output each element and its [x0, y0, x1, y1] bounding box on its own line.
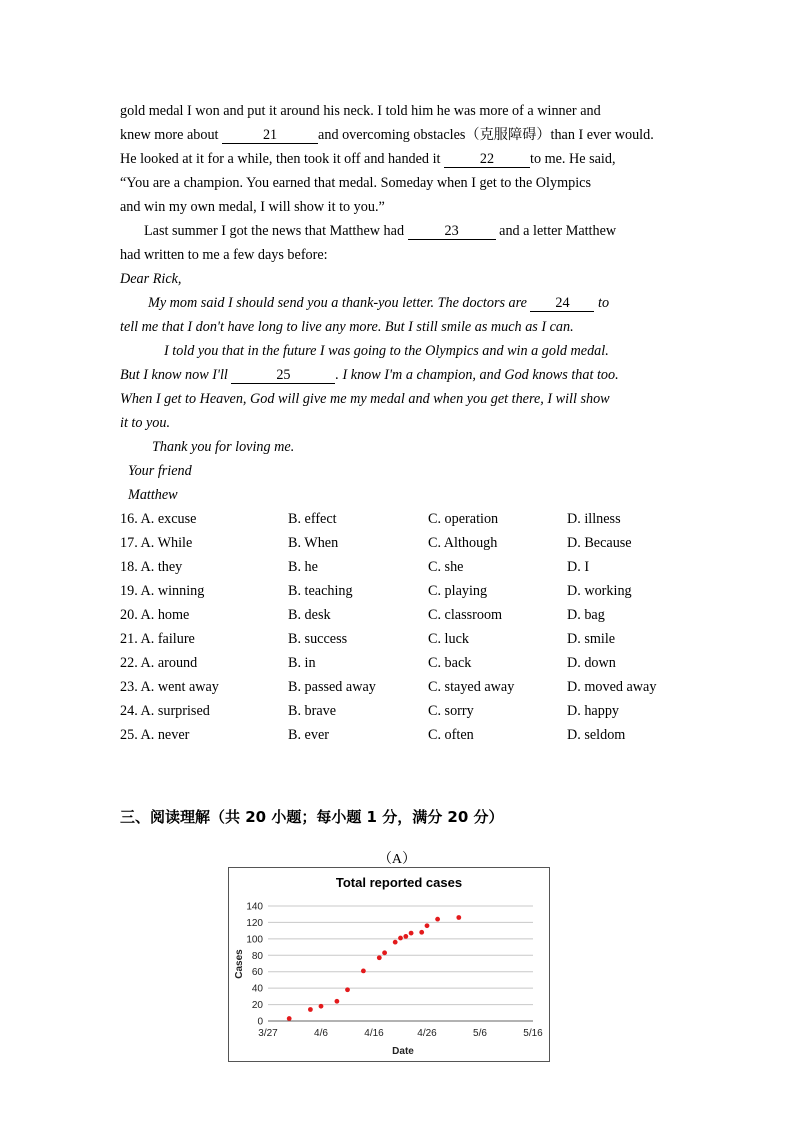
question-option-b: B. passed away — [288, 679, 376, 695]
question-option-c: C. operation — [428, 511, 499, 527]
question-option-a: 21. A. failure — [120, 631, 195, 647]
data-point — [335, 999, 340, 1004]
question-option-a: 19. A. winning — [120, 583, 205, 599]
question-option-a: 20. A. home — [120, 607, 190, 623]
chart-title: Total reported cases — [335, 875, 463, 890]
data-point — [345, 987, 350, 992]
question-option-c: C. luck — [428, 631, 469, 647]
question-option-d: D. working — [567, 583, 632, 599]
question-option-d: D. seldom — [567, 727, 626, 743]
question-option-a: 22. A. around — [120, 655, 198, 671]
passage-line-2 — [120, 125, 654, 145]
passage-text: to me. He said, — [530, 151, 616, 167]
letter-text: . I know I'm a champion, and God knows that too. — [335, 367, 619, 383]
passage-text: knew more about — [120, 127, 223, 143]
blank-23: 23 — [408, 223, 496, 240]
data-point — [425, 923, 430, 928]
question-option-c: C. often — [428, 727, 474, 743]
y-tick-label: 20 — [251, 1000, 263, 1012]
question-option-b: B. effect — [288, 511, 337, 527]
letter-text: My mom said I should send you a thank-you letter. The doctors are — [148, 295, 531, 311]
question-option-b: B. When — [288, 535, 339, 551]
question-option-d: D. happy — [567, 703, 620, 719]
letter-line-3: I told you that in the future I was going to the Olympics and win a gold medal. — [164, 343, 609, 359]
x-tick-label: 5/16 — [523, 1028, 543, 1039]
question-option-c: C. sorry — [428, 703, 474, 719]
letter-signoff: Your friend — [128, 463, 192, 479]
passage-line-5: and win my own medal, I will show it to you.” — [120, 199, 385, 215]
letter-line-6: it to you. — [120, 415, 171, 431]
y-axis-label: Cases — [234, 949, 245, 979]
y-tick-label: 140 — [246, 901, 263, 913]
data-point — [377, 955, 382, 960]
question-option-a: 16. A. excuse — [120, 511, 197, 527]
letter-greeting: Dear Rick, — [120, 271, 182, 287]
question-option-c: C. playing — [428, 583, 488, 599]
passage-text: and a letter Matthew — [495, 223, 617, 239]
data-point — [382, 950, 387, 955]
x-tick-label: 5/6 — [473, 1028, 487, 1039]
passage-text: Last summer I got the news that Matthew had — [144, 223, 408, 239]
passage-label: （A） — [377, 852, 417, 867]
x-tick-label: 3/27 — [258, 1028, 278, 1039]
letter-text: to — [594, 295, 610, 311]
data-point — [393, 940, 398, 945]
blank-21: 21 — [222, 127, 318, 144]
question-option-d: D. smile — [567, 631, 616, 647]
question-option-d: D. bag — [567, 607, 605, 623]
question-option-a: 18. A. they — [120, 559, 183, 575]
data-point — [456, 915, 461, 920]
question-option-b: B. he — [288, 559, 318, 575]
question-option-b: B. in — [288, 655, 316, 671]
letter-text: But I know now I'll — [120, 367, 232, 383]
question-option-d: D. illness — [567, 511, 621, 527]
question-option-c: C. Although — [428, 535, 498, 551]
letter-line-1 — [148, 293, 609, 313]
y-tick-label: 80 — [251, 950, 263, 962]
y-tick-label: 100 — [246, 934, 263, 946]
question-option-c: C. back — [428, 655, 472, 671]
blank-24: 24 — [530, 295, 594, 312]
question-option-c: C. she — [428, 559, 464, 575]
y-tick-label: 0 — [257, 1016, 263, 1028]
data-point — [319, 1004, 324, 1009]
y-tick-label: 60 — [251, 967, 263, 979]
question-option-b: B. success — [288, 631, 348, 647]
question-option-c: C. classroom — [428, 607, 503, 623]
question-option-d: D. down — [567, 655, 616, 671]
question-option-b: B. brave — [288, 703, 337, 719]
section-title: 三、阅读理解（共 20 小题；每小题 1 分，满分 20 分） — [120, 808, 504, 826]
question-option-a: 24. A. surprised — [120, 703, 210, 719]
chart-svg — [229, 868, 549, 1061]
data-point — [409, 931, 414, 936]
data-point — [403, 934, 408, 939]
chart-grid — [268, 906, 533, 1021]
data-point — [398, 936, 403, 941]
question-option-b: B. desk — [288, 607, 331, 623]
letter-line-5: When I get to Heaven, God will give me my medal and when you get there, I will show — [120, 391, 610, 407]
x-tick-label: 4/26 — [417, 1028, 437, 1039]
question-option-d: D. Because — [567, 535, 632, 551]
data-point — [308, 1007, 313, 1012]
data-point — [419, 930, 424, 935]
x-tick-label: 4/16 — [364, 1028, 384, 1039]
question-option-a: 25. A. never — [120, 727, 190, 743]
letter-line-2: tell me that I don't have long to live any more. But I still smile as much as I can. — [120, 319, 574, 335]
blank-25: 25 — [231, 367, 335, 384]
y-tick-label: 120 — [246, 917, 263, 929]
passage-text: and overcoming obstacles（克服障碍）than I ever would. — [318, 127, 654, 143]
letter-line-4 — [120, 365, 619, 385]
passage-line-3 — [120, 149, 616, 169]
question-option-b: B. ever — [288, 727, 329, 743]
question-option-a: 17. A. While — [120, 535, 193, 551]
blank-22: 22 — [444, 151, 530, 168]
data-point — [361, 968, 366, 973]
question-option-a: 23. A. went away — [120, 679, 219, 695]
passage-line-4: “You are a champion. You earned that medal. Someday when I get to the Olympics — [120, 175, 591, 191]
passage-text: He looked at it for a while, then took it off and handed it — [120, 151, 444, 167]
passage-line-7: had written to me a few days before: — [120, 247, 328, 263]
question-option-d: D. I — [567, 559, 590, 575]
letter-closing: Thank you for loving me. — [152, 439, 295, 455]
y-tick-label: 40 — [251, 983, 263, 995]
question-option-d: D. moved away — [567, 679, 657, 695]
x-tick-label: 4/6 — [314, 1028, 328, 1039]
x-axis-label: Date — [392, 1046, 414, 1057]
question-option-c: C. stayed away — [428, 679, 515, 695]
data-point — [287, 1016, 292, 1021]
passage-line-6 — [144, 221, 616, 241]
question-option-b: B. teaching — [288, 583, 353, 599]
cases-chart — [228, 867, 550, 1062]
passage-line-1: gold medal I won and put it around his neck. I told him he was more of a winner and — [120, 103, 601, 119]
letter-signature: Matthew — [128, 487, 178, 503]
data-point — [435, 917, 440, 922]
